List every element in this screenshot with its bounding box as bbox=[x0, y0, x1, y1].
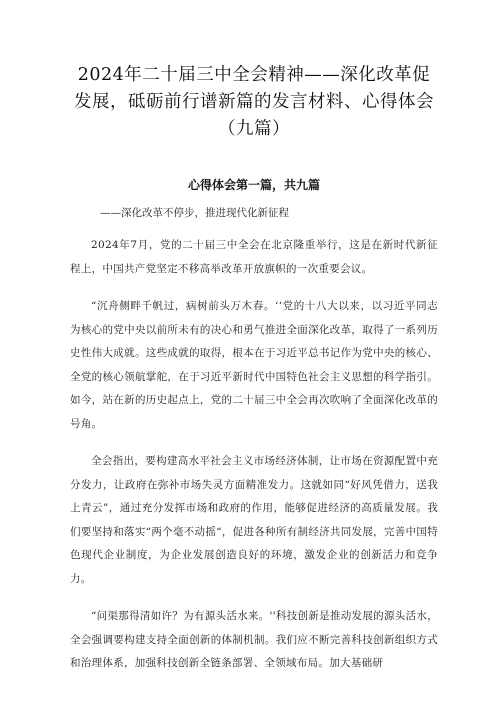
section-subtitle: ——深化改革不停步，推进现代化新征程 bbox=[100, 207, 289, 219]
section-heading: 心得体会第一篇，共九篇 bbox=[187, 178, 320, 192]
paragraph: 全会指出，要构建高水平社会主义市场经济体制，让市场在资源配置中充分发力，让政府在弥补市场失灵方面精准发力。这就如同“好风凭借力，送我上青云”，通过充分发挥市场和政府的作用，能够促进经济的高质量发展。我们要坚持和落实“两个毫不动摇“，促进各种所有制经济共同发展，完善中国特色现代企业制度，为企业发展创造良好的环境，激发企业的创新活力和竞争力。 bbox=[70, 455, 438, 585]
paragraph: “问渠那得清如许？为有源头活水来。''科技创新是推动发展的源头活水，全会强调要构建支持全面创新的体制机制。我们应不断完善科技创新组织方式和治理体系，加强科技创新全链条部署、全领域布局。加大基础研 bbox=[70, 610, 438, 669]
paragraph: 2024年7月，党的二十届三中全会在北京隆重举行，这是在新时代新征程上，中国共产党坚定不移高举改革开放旗帜的一次重要会议。 bbox=[70, 239, 438, 275]
paragraph: “沉舟侧畔千帆过，病树前头万木春。‘‘党的十八大以来，以习近平同志为核心的党中央以前所未有的决心和勇气推进全面深化改革，取得了一系列历史性伟大成就。这些成就的取得，根本在于习近平总书记作为党中央的核心、全党的核心领航掌舵，在于习近平新时代中国特色社会主义思想的科学指引。如今，站在新的历史起点上，党的二十届三中全会再次吹响了全面深化改革的号角。 bbox=[70, 300, 438, 430]
document-title: 2024年二十届三中全会精神——深化改革促发展，砥砺前行谱新篇的发言材料、心得体会（九篇） bbox=[74, 65, 434, 139]
